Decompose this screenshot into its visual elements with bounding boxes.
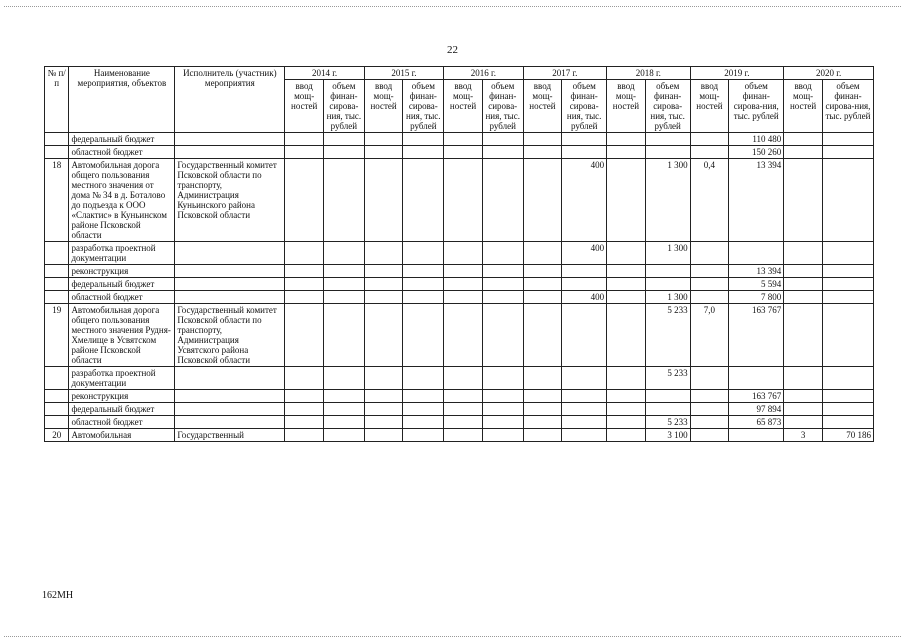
capacity-cell (444, 291, 483, 304)
funding-cell (645, 146, 690, 159)
funding-cell (822, 390, 873, 403)
table-header (45, 67, 874, 133)
capacity-cell (690, 416, 729, 429)
row-name: федеральный бюджет (69, 133, 175, 146)
funding-cell: 163 767 (729, 304, 784, 367)
capacity-cell (523, 265, 562, 278)
capacity-cell (607, 242, 646, 265)
capacity-cell (607, 159, 646, 242)
header-funding: объем финан-сирова-ния, тыс. рублей (822, 80, 873, 133)
capacity-cell (285, 390, 324, 403)
row-name: реконструкция (69, 390, 175, 403)
funding-cell (482, 367, 523, 390)
funding-cell (822, 291, 873, 304)
capacity-cell (364, 242, 403, 265)
funding-cell (822, 242, 873, 265)
header-name: Наименование мероприятия, объектов (69, 67, 175, 133)
funding-cell (562, 416, 607, 429)
header-capacity: ввод мощ-ностей (285, 80, 324, 133)
funding-cell (403, 367, 444, 390)
capacity-cell (285, 159, 324, 242)
row-name: разработка проектной документации (69, 242, 175, 265)
header-funding: объем финан-сирова-ния, тыс. рублей (403, 80, 444, 133)
capacity-cell (690, 390, 729, 403)
capacity-cell (784, 390, 823, 403)
funding-cell: 110 480 (729, 133, 784, 146)
capacity-cell (607, 278, 646, 291)
funding-cell (324, 133, 365, 146)
capacity-cell (690, 367, 729, 390)
capacity-cell (285, 304, 324, 367)
funding-cell (403, 278, 444, 291)
funding-cell (324, 367, 365, 390)
funding-cell: 163 767 (729, 390, 784, 403)
capacity-cell (690, 133, 729, 146)
capacity-cell: 0,4 (690, 159, 729, 242)
table-row (45, 367, 874, 390)
funding-cell: 5 594 (729, 278, 784, 291)
capacity-cell (285, 265, 324, 278)
row-executor (175, 291, 285, 304)
funding-cell (324, 390, 365, 403)
row-number (45, 367, 69, 390)
capacity-cell (285, 291, 324, 304)
funding-cell: 65 873 (729, 416, 784, 429)
capacity-cell (523, 278, 562, 291)
funding-cell (403, 159, 444, 242)
funding-cell (645, 133, 690, 146)
funding-cell: 97 894 (729, 403, 784, 416)
capacity-cell (784, 265, 823, 278)
table-row (45, 429, 874, 442)
capacity-cell (784, 416, 823, 429)
funding-cell (645, 390, 690, 403)
header-year: 2016 г. (444, 67, 523, 80)
capacity-cell (364, 403, 403, 416)
funding-cell: 400 (562, 242, 607, 265)
funding-cell (482, 291, 523, 304)
capacity-cell (364, 367, 403, 390)
row-executor (175, 367, 285, 390)
funding-cell (562, 367, 607, 390)
capacity-cell (690, 291, 729, 304)
funding-cell (482, 146, 523, 159)
funding-cell (822, 278, 873, 291)
row-number (45, 133, 69, 146)
header-year: 2020 г. (784, 67, 874, 80)
funding-cell: 13 394 (729, 159, 784, 242)
capacity-cell (523, 146, 562, 159)
funding-cell (403, 133, 444, 146)
funding-cell (482, 416, 523, 429)
scan-edge-top (4, 6, 901, 7)
row-number (45, 265, 69, 278)
capacity-cell (607, 367, 646, 390)
funding-cell (822, 146, 873, 159)
funding-cell (822, 416, 873, 429)
funding-cell (403, 429, 444, 442)
row-number (45, 146, 69, 159)
capacity-cell (523, 159, 562, 242)
capacity-cell (784, 242, 823, 265)
funding-cell: 1 300 (645, 291, 690, 304)
funding-cell (822, 403, 873, 416)
row-name: областной бюджет (69, 416, 175, 429)
table-row (45, 242, 874, 265)
row-name: Автомобильная (69, 429, 175, 442)
funding-cell (562, 146, 607, 159)
capacity-cell (607, 416, 646, 429)
funding-cell: 1 300 (645, 159, 690, 242)
capacity-cell (607, 133, 646, 146)
header-row-years (45, 67, 874, 80)
funding-cell (822, 265, 873, 278)
capacity-cell (364, 159, 403, 242)
scan-edge-bottom (4, 636, 901, 637)
table-row (45, 390, 874, 403)
capacity-cell (285, 367, 324, 390)
capacity-cell (784, 367, 823, 390)
header-capacity: ввод мощ-ностей (444, 80, 483, 133)
header-num: № п/п (45, 67, 69, 133)
header-year: 2019 г. (690, 67, 784, 80)
table-body (45, 133, 874, 442)
funding-cell (324, 291, 365, 304)
funding-cell: 400 (562, 291, 607, 304)
row-name: Автомобильная дорога общего пользования местного значения от дома № 34 в д. Боталово до подъезда к ООО «Слактис» в Куньинском районе Псковской области (69, 159, 175, 242)
capacity-cell (364, 265, 403, 278)
funding-cell (324, 146, 365, 159)
funding-cell (324, 159, 365, 242)
funding-cell (729, 429, 784, 442)
capacity-cell (364, 133, 403, 146)
capacity-cell (523, 291, 562, 304)
funding-cell (562, 429, 607, 442)
funding-cell (482, 390, 523, 403)
capacity-cell (364, 278, 403, 291)
table-row (45, 291, 874, 304)
funding-cell (482, 265, 523, 278)
capacity-cell (523, 390, 562, 403)
funding-cell: 7 800 (729, 291, 784, 304)
funding-cell: 5 233 (645, 367, 690, 390)
table-row (45, 403, 874, 416)
funding-cell (729, 242, 784, 265)
capacity-cell (523, 367, 562, 390)
capacity-cell (690, 146, 729, 159)
capacity-cell (784, 159, 823, 242)
row-number (45, 403, 69, 416)
row-executor (175, 416, 285, 429)
funding-cell (562, 278, 607, 291)
funding-cell (324, 304, 365, 367)
capacity-cell (364, 390, 403, 403)
capacity-cell (444, 265, 483, 278)
funding-cell (403, 416, 444, 429)
funding-cell (403, 242, 444, 265)
table-row (45, 133, 874, 146)
capacity-cell (523, 304, 562, 367)
capacity-cell (523, 242, 562, 265)
capacity-cell (607, 390, 646, 403)
funding-cell (562, 265, 607, 278)
funding-cell (403, 304, 444, 367)
row-name: разработка проектной документации (69, 367, 175, 390)
row-name: федеральный бюджет (69, 403, 175, 416)
capacity-cell (444, 416, 483, 429)
capacity-cell (607, 429, 646, 442)
row-number (45, 291, 69, 304)
capacity-cell (523, 403, 562, 416)
capacity-cell: 7,0 (690, 304, 729, 367)
funding-cell (482, 133, 523, 146)
capacity-cell (444, 146, 483, 159)
funding-cell (403, 403, 444, 416)
row-number (45, 416, 69, 429)
funding-cell: 5 233 (645, 304, 690, 367)
capacity-cell (444, 304, 483, 367)
funding-cell (482, 278, 523, 291)
funding-cell (324, 265, 365, 278)
funding-cell (822, 159, 873, 242)
row-number (45, 242, 69, 265)
funding-cell (729, 367, 784, 390)
header-funding: объем финан-сирова-ния, тыс. рублей (729, 80, 784, 133)
funding-cell (822, 367, 873, 390)
document-code: 162МН (42, 590, 74, 601)
capacity-cell (444, 367, 483, 390)
row-executor (175, 133, 285, 146)
capacity-cell (285, 429, 324, 442)
capacity-cell (784, 278, 823, 291)
capacity-cell (285, 133, 324, 146)
row-executor (175, 403, 285, 416)
funding-cell (482, 429, 523, 442)
header-capacity: ввод мощ-ностей (690, 80, 729, 133)
capacity-cell (444, 133, 483, 146)
funding-cell (403, 146, 444, 159)
capacity-cell (523, 416, 562, 429)
funding-cell (562, 304, 607, 367)
funding-cell (403, 291, 444, 304)
capacity-cell (285, 416, 324, 429)
funding-cell (562, 390, 607, 403)
funding-cell: 5 233 (645, 416, 690, 429)
row-name: областной бюджет (69, 291, 175, 304)
header-year: 2018 г. (607, 67, 690, 80)
header-capacity: ввод мощ-ностей (364, 80, 403, 133)
capacity-cell (690, 429, 729, 442)
row-name: Автомобильная дорога общего пользования местного значения Рудня-Хмелище в Усвятском районе Псковской области (69, 304, 175, 367)
page-number: 22 (447, 44, 458, 56)
capacity-cell (690, 265, 729, 278)
row-number: 19 (45, 304, 69, 367)
header-capacity: ввод мощ-ностей (523, 80, 562, 133)
funding-cell (645, 265, 690, 278)
funding-cell (403, 390, 444, 403)
funding-cell (482, 242, 523, 265)
header-funding: объем финан-сирова-ния, тыс. рублей (645, 80, 690, 133)
funding-cell (324, 416, 365, 429)
capacity-cell (444, 429, 483, 442)
funding-cell (482, 403, 523, 416)
capacity-cell (285, 242, 324, 265)
capacity-cell (285, 403, 324, 416)
row-executor: Государственный комитет Псковской области по транспорту, Администрация Куньинского района Псковской области (175, 159, 285, 242)
row-executor (175, 278, 285, 291)
funding-cell: 150 260 (729, 146, 784, 159)
funding-cell: 1 300 (645, 242, 690, 265)
funding-cell (324, 278, 365, 291)
row-number: 18 (45, 159, 69, 242)
table-row (45, 146, 874, 159)
capacity-cell (444, 278, 483, 291)
capacity-cell (444, 159, 483, 242)
header-executor: Исполнитель (участник) мероприятия (175, 67, 285, 133)
capacity-cell (523, 133, 562, 146)
funding-cell (562, 133, 607, 146)
capacity-cell (607, 304, 646, 367)
row-executor (175, 146, 285, 159)
capacity-cell (523, 429, 562, 442)
capacity-cell (364, 146, 403, 159)
funding-cell (562, 403, 607, 416)
investment-table (44, 66, 874, 442)
row-executor: Государственный комитет Псковской области по транспорту, Администрация Усвятского района Псковской области (175, 304, 285, 367)
capacity-cell (364, 429, 403, 442)
row-number (45, 278, 69, 291)
table-row (45, 265, 874, 278)
header-year: 2015 г. (364, 67, 443, 80)
capacity-cell (444, 390, 483, 403)
header-funding: объем финан-сирова-ния, тыс. рублей (324, 80, 365, 133)
row-executor (175, 390, 285, 403)
table-row (45, 416, 874, 429)
header-funding: объем финан-сирова-ния, тыс. рублей (482, 80, 523, 133)
funding-cell: 3 100 (645, 429, 690, 442)
table-row (45, 278, 874, 291)
row-name: федеральный бюджет (69, 278, 175, 291)
header-year: 2017 г. (523, 67, 606, 80)
funding-cell (645, 403, 690, 416)
table-row (45, 159, 874, 242)
capacity-cell (784, 304, 823, 367)
capacity-cell (784, 291, 823, 304)
capacity-cell (607, 403, 646, 416)
header-year: 2014 г. (285, 67, 364, 80)
capacity-cell (607, 265, 646, 278)
capacity-cell (285, 146, 324, 159)
funding-cell: 70 186 (822, 429, 873, 442)
capacity-cell (444, 242, 483, 265)
row-name: реконструкция (69, 265, 175, 278)
row-executor (175, 265, 285, 278)
capacity-cell (444, 403, 483, 416)
funding-cell (822, 133, 873, 146)
row-number: 20 (45, 429, 69, 442)
funding-cell (324, 429, 365, 442)
capacity-cell (607, 291, 646, 304)
capacity-cell (607, 146, 646, 159)
capacity-cell (364, 291, 403, 304)
header-capacity: ввод мощ-ностей (607, 80, 646, 133)
row-executor: Государственный (175, 429, 285, 442)
funding-cell: 13 394 (729, 265, 784, 278)
header-capacity: ввод мощ-ностей (784, 80, 823, 133)
funding-cell (645, 278, 690, 291)
capacity-cell (285, 278, 324, 291)
capacity-cell: 3 (784, 429, 823, 442)
capacity-cell (364, 304, 403, 367)
funding-cell (822, 304, 873, 367)
capacity-cell (784, 146, 823, 159)
funding-cell (324, 403, 365, 416)
funding-cell (482, 159, 523, 242)
row-number (45, 390, 69, 403)
capacity-cell (690, 403, 729, 416)
capacity-cell (364, 416, 403, 429)
capacity-cell (690, 242, 729, 265)
row-name: областной бюджет (69, 146, 175, 159)
row-executor (175, 242, 285, 265)
funding-cell (403, 265, 444, 278)
funding-cell (324, 242, 365, 265)
funding-cell (482, 304, 523, 367)
capacity-cell (784, 133, 823, 146)
table-row (45, 304, 874, 367)
funding-cell: 400 (562, 159, 607, 242)
header-funding: объем финан-сирова-ния, тыс. рублей (562, 80, 607, 133)
capacity-cell (690, 278, 729, 291)
capacity-cell (784, 403, 823, 416)
